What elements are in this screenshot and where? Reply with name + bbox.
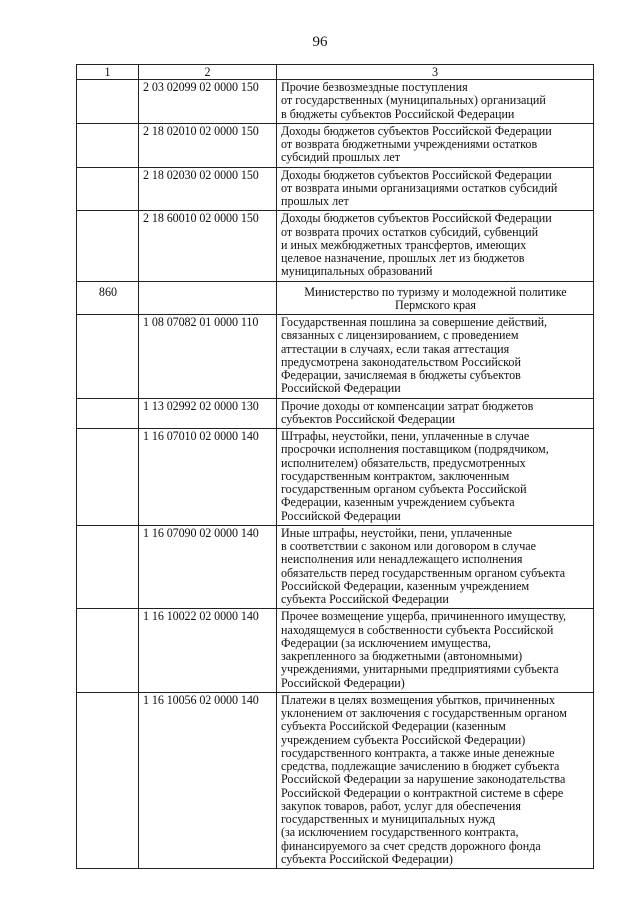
description-cell — [277, 692, 594, 868]
description-line: Российской Федерации, казенным учреждением — [281, 578, 530, 593]
description-cell — [277, 398, 594, 429]
description-line: Министерство по туризму и молодежной политике — [304, 284, 567, 299]
description-line: предусмотрена законодательством Российской — [281, 354, 521, 369]
description-line: Российской Федерации) — [281, 675, 405, 690]
description-line: Федерации, зачисляемая в бюджеты субъектов — [281, 368, 521, 382]
description-line: просрочки исполнения поставщиком (подрядчиком, — [281, 442, 549, 457]
description-cell — [277, 80, 594, 124]
description-line: от возврата иными организациями остатков субсидий — [281, 180, 558, 195]
description-line: Федерации (за исключением имущества, — [281, 635, 491, 650]
admin-code-cell — [77, 211, 139, 281]
description-line: учреждениями, унитарными предприятиями субъекта — [281, 662, 559, 677]
description-line: субъекта Российской Федерации) — [281, 851, 453, 866]
table-row — [77, 80, 594, 124]
description-line: Доходы бюджетов субъектов Российской Федерации — [281, 167, 552, 182]
description-line: Прочие безвозмездные поступления — [281, 80, 468, 94]
revenue-code-cell — [139, 281, 277, 315]
table-header-row — [77, 65, 594, 80]
description-line: прошлых лет — [281, 194, 349, 208]
description-cell — [277, 525, 594, 609]
description-line: обязательств перед государственным органом субъекта — [281, 565, 566, 580]
revenue-code-cell: 2 03 02099 02 0000 150 — [139, 80, 277, 124]
table-row — [77, 429, 594, 526]
description-line: Прочие доходы от компенсации затрат бюджетов — [281, 398, 534, 413]
description-line: Государственная пошлина за совершение действий, — [281, 315, 548, 329]
description-line: Федерации, казенным учреждением субъекта — [281, 495, 515, 510]
description-line: средства, подлежащие зачислению в бюджет субъекта — [281, 759, 560, 773]
description-line: аттестации в случаях, если такая аттестация — [281, 341, 510, 356]
table-row — [77, 609, 594, 693]
admin-code-cell — [77, 609, 139, 693]
admin-code-cell — [77, 167, 139, 211]
description-line: Доходы бюджетов субъектов Российской Федерации — [281, 211, 552, 226]
description-line: (за исключением государственного контракта, — [281, 825, 519, 840]
description-line: исполнителем) обязательств, предусмотренных — [281, 455, 526, 470]
description-line: Иные штрафы, неустойки, пени, уплаченные — [281, 525, 513, 540]
description-line: целевое назначение, прошлых лет из бюджетов — [281, 251, 525, 265]
description-cell — [277, 167, 594, 211]
revenue-code-cell: 1 16 07010 02 0000 140 — [139, 429, 277, 526]
description-line: от государственных (муниципальных) организаций — [281, 93, 546, 108]
description-cell — [277, 315, 594, 399]
description-line: Российской Федерации — [281, 381, 401, 396]
revenue-code-cell: 1 13 02992 02 0000 130 — [139, 398, 277, 429]
description-line: Доходы бюджетов субъектов Российской Федерации — [281, 123, 552, 138]
description-line: государственного контракта, а также иные денежные — [281, 745, 555, 760]
table-row — [77, 692, 594, 868]
description-line: государственным органом субъекта Российской — [281, 482, 527, 496]
revenue-code-cell: 1 16 07090 02 0000 140 — [139, 525, 277, 609]
description-line: государственным контрактом, заключенным — [281, 468, 510, 483]
description-line: Пермского края — [395, 297, 476, 312]
description-line: учреждением субъекта Российской Федерации) — [281, 732, 526, 747]
description-line: Российской Федерации за нарушение законодательства — [281, 772, 566, 787]
description-cell — [277, 211, 594, 281]
description-cell — [277, 609, 594, 693]
description-line: муниципальных образований — [281, 264, 433, 279]
table-row — [77, 398, 594, 429]
admin-code-cell — [77, 692, 139, 868]
description-line: Платежи в целях возмещения убытков, причиненных — [281, 692, 556, 707]
table-row — [77, 525, 594, 609]
description-line: Штрафы, неустойки, пени, уплаченные в случае — [281, 429, 530, 443]
column-header-2: 2 — [139, 65, 277, 80]
description-line: от возврата прочих остатков субсидий, субвенций — [281, 224, 539, 239]
description-line: в бюджеты субъектов Российской Федерации — [281, 106, 515, 121]
admin-code-cell — [77, 398, 139, 429]
description-line: субъекта Российской Федерации (казенным — [281, 719, 506, 734]
column-header-1: 1 — [77, 65, 139, 80]
description-line: неисполнения или ненадлежащего исполнения — [281, 552, 523, 567]
description-line: закрепленного за бюджетными (автономными) — [281, 649, 523, 663]
description-line: от возврата бюджетными учреждениями остатков — [281, 137, 538, 151]
description-line: государственных и муниципальных нужд — [281, 812, 495, 826]
revenue-code-cell: 2 18 02010 02 0000 150 — [139, 123, 277, 167]
description-line: Прочее возмещение ущерба, причиненного имуществу, — [281, 609, 567, 624]
revenue-code-cell: 1 08 07082 01 0000 110 — [139, 315, 277, 399]
description-cell — [277, 123, 594, 167]
description-line: уклонением от заключения с государственным органом — [281, 706, 567, 720]
description-line: субъектов Российской Федерации — [281, 411, 455, 426]
table-row — [77, 167, 594, 211]
admin-code-cell — [77, 429, 139, 526]
revenue-codes-table — [76, 64, 594, 869]
description-line: в соответствии с законом или договором в случае — [281, 539, 537, 553]
description-line: находящемуся в собственности субъекта Российской — [281, 622, 554, 637]
description-line: субсидий прошлых лет — [281, 150, 401, 165]
table-row — [77, 315, 594, 399]
page-number: 96 — [312, 34, 328, 50]
admin-code-cell: 860 — [77, 281, 139, 315]
description-line: Российской Федерации — [281, 508, 401, 523]
admin-code-cell — [77, 315, 139, 399]
admin-code-cell — [77, 80, 139, 124]
revenue-code-cell: 1 16 10056 02 0000 140 — [139, 692, 277, 868]
description-line: и иных межбюджетных трансфертов, имеющих — [281, 237, 527, 252]
admin-code-cell — [77, 525, 139, 609]
description-line: субъекта Российской Федерации — [281, 592, 449, 606]
description-line: связанных с лицензированием, с проведением — [281, 328, 519, 343]
revenue-code-cell: 1 16 10022 02 0000 140 — [139, 609, 277, 693]
ministry-row — [77, 281, 594, 315]
table-row — [77, 211, 594, 281]
ministry-name-cell — [277, 281, 594, 315]
description-cell — [277, 429, 594, 526]
column-header-3: 3 — [277, 65, 594, 80]
admin-code-cell — [77, 123, 139, 167]
description-line: закупок товаров, работ, услуг для обеспечения — [281, 798, 521, 813]
description-line: Российской Федерации о контрактной системе в сфере — [281, 785, 564, 800]
revenue-code-cell: 2 18 02030 02 0000 150 — [139, 167, 277, 211]
description-line: финансируемого за счет средств дорожного фонда — [281, 838, 541, 853]
table-row — [77, 123, 594, 167]
revenue-code-cell: 2 18 60010 02 0000 150 — [139, 211, 277, 281]
